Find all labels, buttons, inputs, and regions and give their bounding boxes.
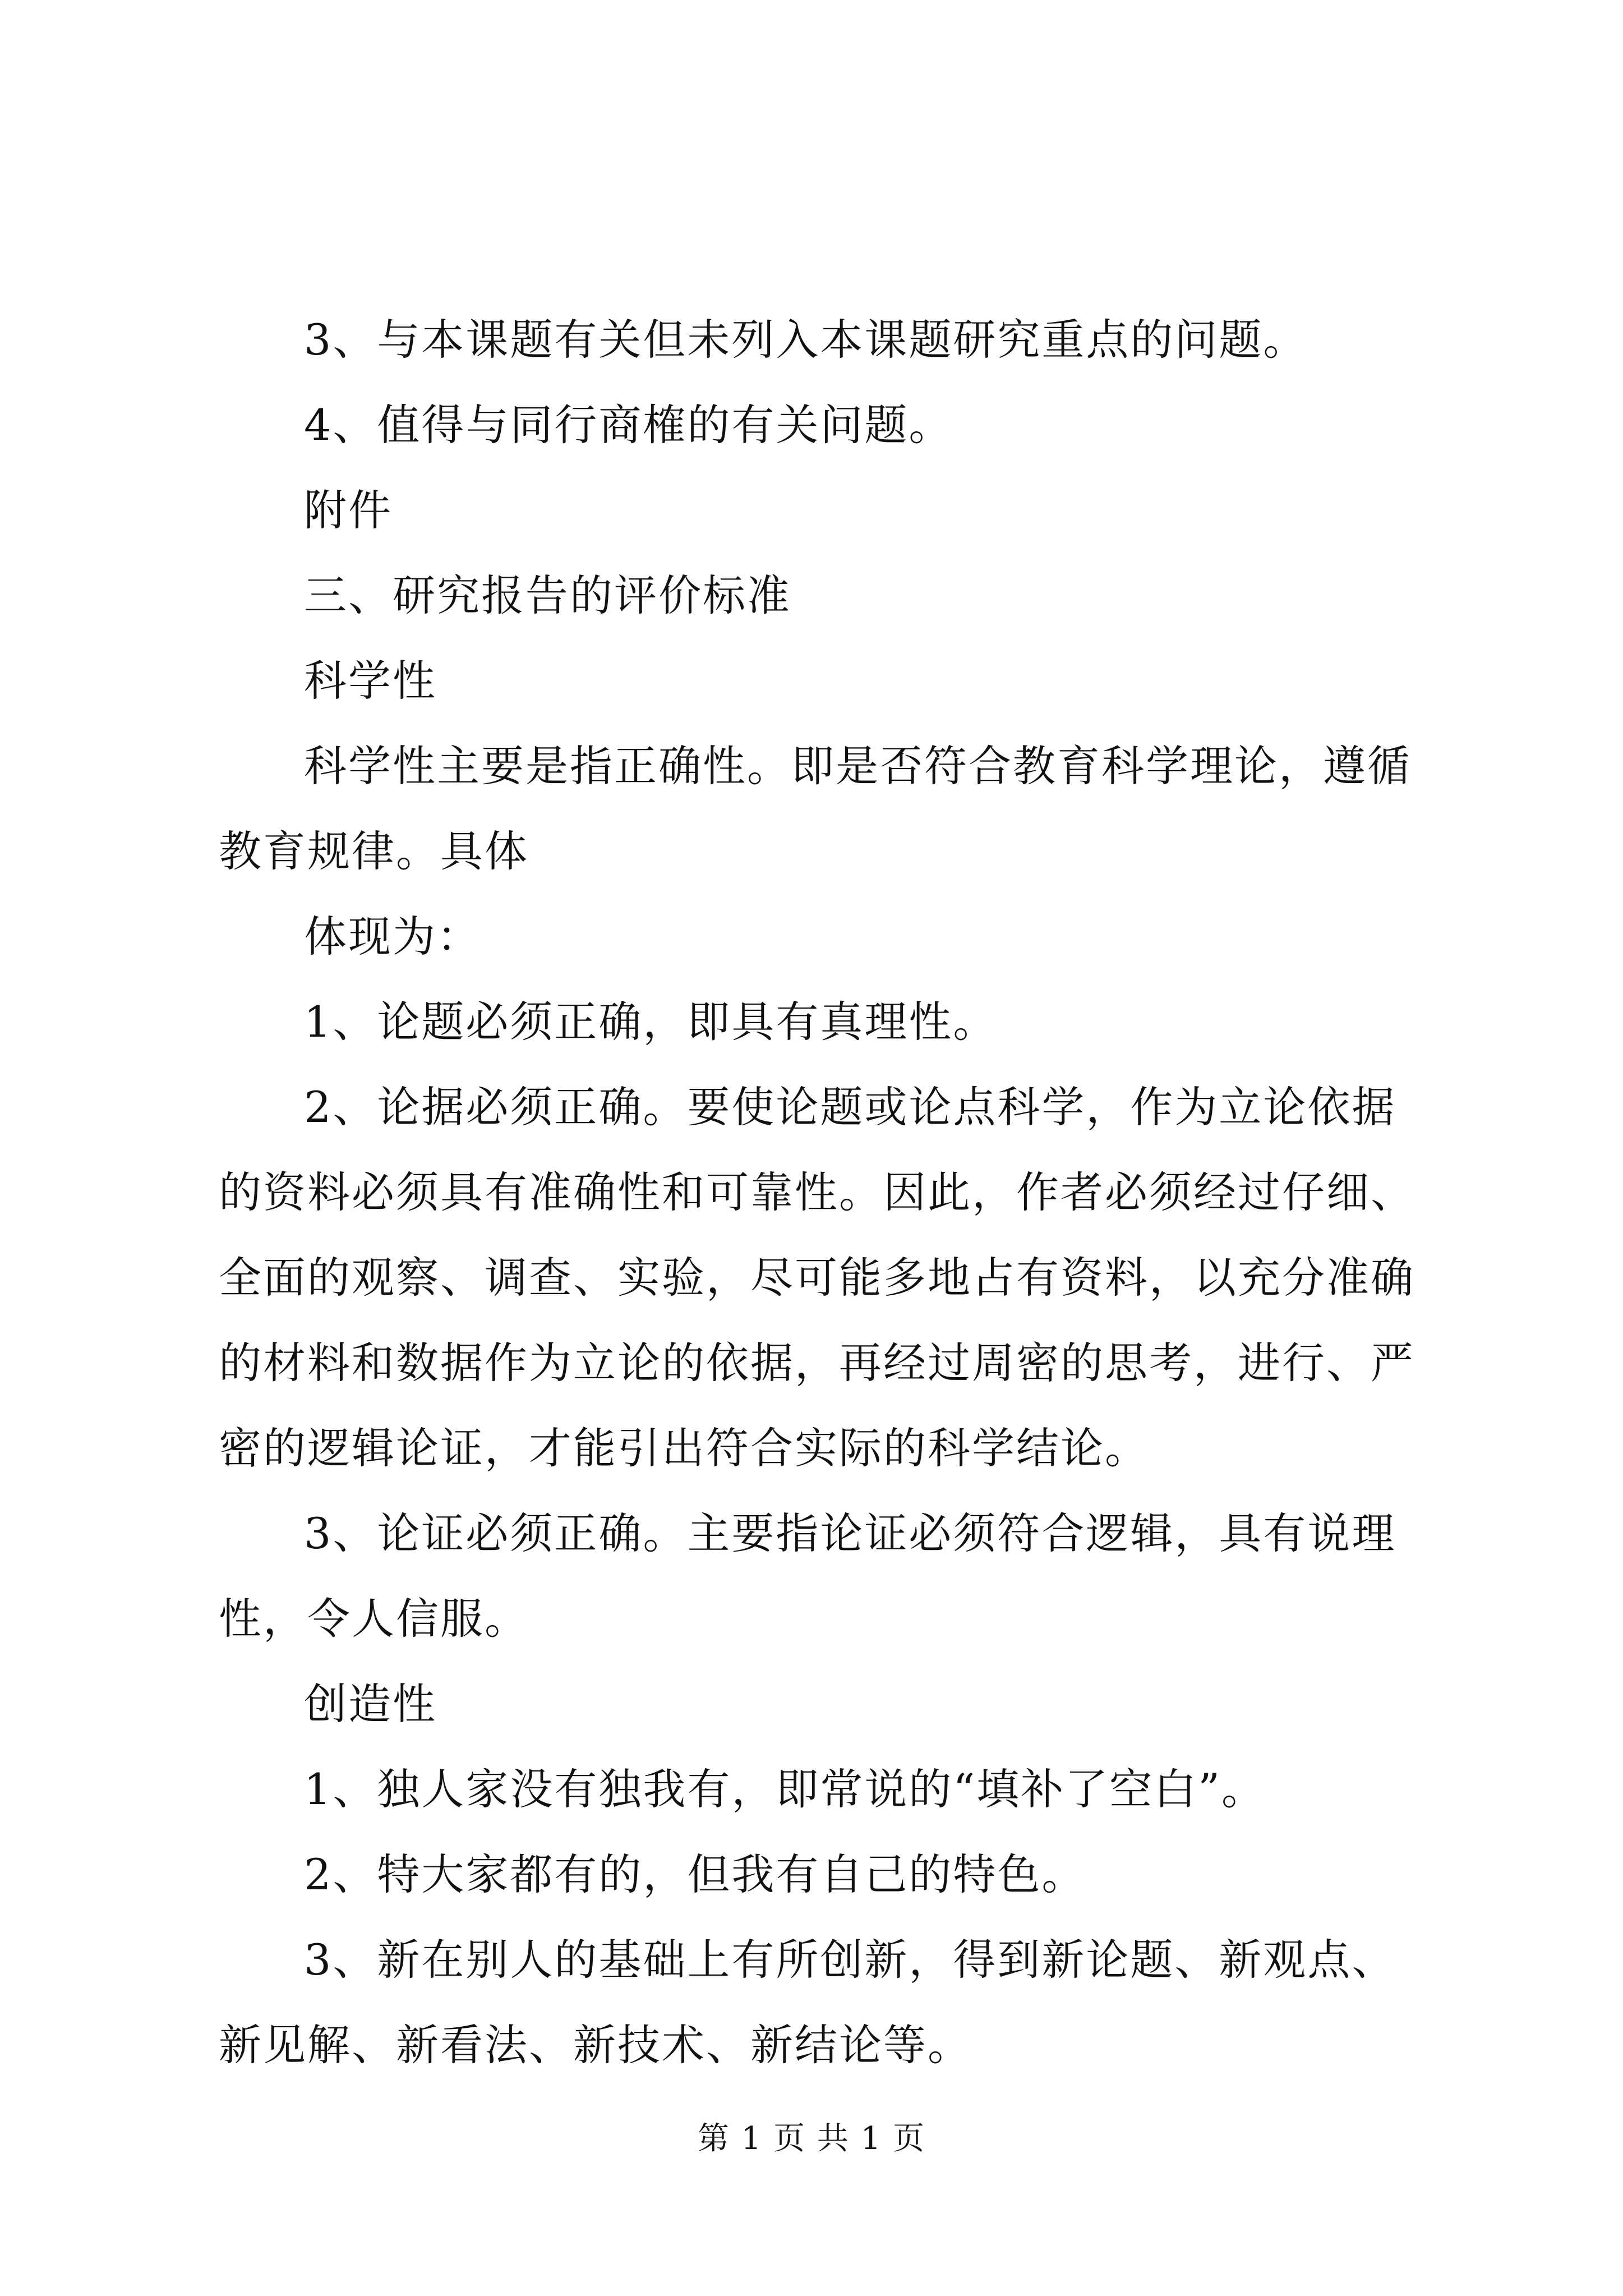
- paragraph-distinctive: 2、特大家都有的，但我有自己的特色。: [304, 1849, 1086, 1899]
- paragraph-item-4: 4、值得与同行商榷的有关问题。: [304, 400, 953, 450]
- paragraph-topic-correct: 1、论题必须正确，即具有真理性。: [304, 997, 998, 1047]
- paragraph-scientific-definition: 科学性主要是指正确性。即是否符合教育科学理论，遵循教育规律。具体: [219, 741, 1412, 876]
- paragraph-item-3: 3、与本课题有关但未列入本课题研究重点的问题。: [304, 315, 1308, 365]
- subheading-scientific: 科学性: [304, 656, 437, 706]
- paragraph-unique: 1、独人家没有独我有，即常说的“填补了空白”。: [304, 1764, 1266, 1814]
- page-footer: 第 1 页 共 1 页: [697, 2120, 926, 2157]
- paragraph-embodied-as: 体现为：: [304, 912, 481, 961]
- paragraph-innovative: 3、新在别人的基础上有所创新，得到新论题、新观点、新见解、新看法、新技术、新结论等。: [219, 1935, 1396, 2070]
- document-body: [219, 297, 1424, 2088]
- section-heading-evaluation-criteria: 三、研究报告的评价标准: [304, 570, 791, 620]
- paragraph-argument-correct: 3、论证必须正确。主要指论证必须符合逻辑，具有说理性，令人信服。: [219, 1508, 1396, 1644]
- section-heading-attachment: 附件: [304, 485, 393, 535]
- subheading-creativity: 创造性: [304, 1679, 437, 1729]
- paragraph-evidence-correct: 2、论据必须正确。要使论题或论点科学，作为立论依据的资料必须具有准确性和可靠性。因此，作者必须经过仔细、全面的观察、调查、实验，尽可能多地占有资料，以充分准确的材料和数据作为立论的依据，再经过周密的思考，进行、严密的逻辑论证，才能引出符合实际的科学结论。: [219, 1082, 1415, 1473]
